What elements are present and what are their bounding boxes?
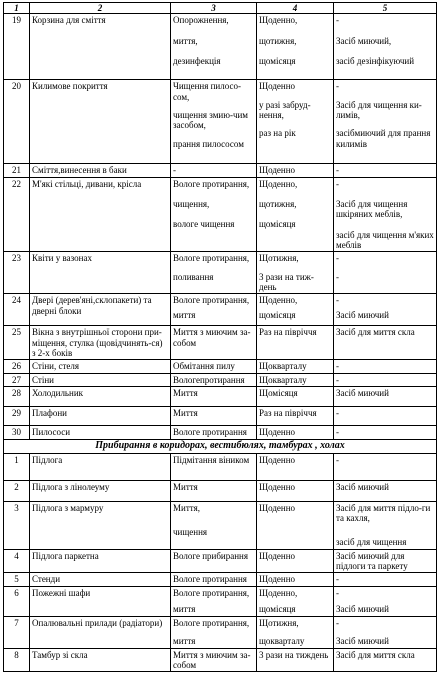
agent-line: Засіб для чищення ки-лимів, xyxy=(336,99,422,121)
procedure xyxy=(171,549,257,573)
agent xyxy=(334,453,437,480)
row-number: 22 xyxy=(4,177,30,252)
procedure-line: дезинфекція xyxy=(173,56,221,67)
agent-line: - xyxy=(336,253,339,264)
header-row xyxy=(4,3,437,14)
table-row xyxy=(4,586,437,616)
procedure xyxy=(171,453,257,480)
procedure xyxy=(171,573,257,586)
agent-line: Засіб для миття скла xyxy=(336,327,415,338)
header-col-3: 3 xyxy=(171,3,257,14)
frequency xyxy=(257,80,334,164)
frequency xyxy=(257,387,334,407)
agent-line: Засіб миючий xyxy=(336,635,389,646)
frequency-line: Щомісяця xyxy=(259,388,298,399)
agent-line: - xyxy=(336,271,339,282)
frequency-line: щокварталу xyxy=(259,635,305,646)
agent xyxy=(334,360,437,373)
frequency-line: Щоденно, xyxy=(259,295,298,306)
frequency-line: щомісяця xyxy=(259,219,296,230)
agent-line: Засіб миючий xyxy=(336,388,389,399)
frequency xyxy=(257,648,334,672)
table-row xyxy=(4,453,437,480)
procedure-line: Вологе протирання, xyxy=(173,587,250,598)
frequency xyxy=(257,573,334,586)
row-number: 27 xyxy=(4,373,30,386)
cleaning-schedule-table xyxy=(3,2,437,672)
item-name: Плафони xyxy=(30,407,171,426)
agent xyxy=(334,326,437,360)
procedure-line: Обмітання пилу xyxy=(173,361,235,372)
procedure xyxy=(171,294,257,326)
agent-line: - xyxy=(336,454,339,465)
procedure xyxy=(171,373,257,386)
agent xyxy=(334,252,437,294)
header-col-4: 4 xyxy=(257,3,334,14)
row-number: 25 xyxy=(4,326,30,360)
row-number: 1 xyxy=(4,453,30,480)
table-row xyxy=(4,373,437,386)
agent-line: засіб дезінфікуючий xyxy=(336,56,415,67)
frequency xyxy=(257,453,334,480)
procedure-line: Вологе протирання, xyxy=(173,253,250,264)
item-name: Двері (дерев'яні,склопакети) та дверні блоки xyxy=(30,294,171,326)
procedure xyxy=(171,360,257,373)
frequency xyxy=(257,426,334,439)
procedure xyxy=(171,177,257,252)
frequency-line: Щокварталу xyxy=(259,361,307,372)
procedure-line: Миття xyxy=(173,481,198,492)
agent xyxy=(334,426,437,439)
row-number: 24 xyxy=(4,294,30,326)
frequency xyxy=(257,373,334,386)
table-row xyxy=(4,164,437,177)
agent-line: - xyxy=(336,295,339,306)
procedure-line: миття xyxy=(173,603,196,614)
table-row xyxy=(4,14,437,80)
frequency-line: щотижня, xyxy=(259,199,297,210)
row-number: 2 xyxy=(4,480,30,501)
item-name: Корзина для сміття xyxy=(30,14,171,80)
procedure-line: Вологе протирання, xyxy=(173,178,250,189)
row-number: 3 xyxy=(4,501,30,549)
frequency xyxy=(257,252,334,294)
agent-line: - xyxy=(336,574,339,585)
frequency-line: 3 рази на тиждень xyxy=(259,649,329,660)
procedure-line: чищення xyxy=(173,526,208,537)
frequency-line: Щоденно xyxy=(259,81,296,92)
section-title: Прибирання в коридорах, вестибюлях, тамбурах , холах xyxy=(4,439,437,453)
frequency xyxy=(257,294,334,326)
agent xyxy=(334,294,437,326)
frequency-line: Щоденно xyxy=(259,454,296,465)
item-name: Холодильник xyxy=(30,387,171,407)
procedure xyxy=(171,480,257,501)
agent-line: Засіб миючий, xyxy=(336,35,392,46)
procedure-line: Миття xyxy=(173,408,198,419)
table-row xyxy=(4,407,437,426)
procedure-line: Миття з миючим за-собом xyxy=(173,649,251,670)
item-name: Сміття,винесення в баки xyxy=(30,164,171,177)
table-row xyxy=(4,294,437,326)
agent xyxy=(334,164,437,177)
table-row xyxy=(4,549,437,573)
row-number: 5 xyxy=(4,573,30,586)
frequency-line: Раз на півріччя xyxy=(259,327,317,338)
procedure xyxy=(171,616,257,648)
agent-line: - xyxy=(336,587,339,598)
table-row xyxy=(4,426,437,439)
table-row xyxy=(4,360,437,373)
procedure xyxy=(171,426,257,439)
procedure-line: Підмітання віником xyxy=(173,454,250,465)
procedure xyxy=(171,14,257,80)
frequency xyxy=(257,480,334,501)
agent xyxy=(334,80,437,164)
agent-line: Засіб для миття скла xyxy=(336,649,415,660)
frequency-line: Щоденно, xyxy=(259,15,298,26)
section-row xyxy=(4,439,437,453)
agent xyxy=(334,573,437,586)
row-number: 29 xyxy=(4,407,30,426)
agent-line: - xyxy=(336,374,339,385)
frequency xyxy=(257,501,334,549)
table-row xyxy=(4,387,437,407)
table-row xyxy=(4,480,437,501)
frequency-line: щомісяця xyxy=(259,56,296,67)
row-number: 8 xyxy=(4,648,30,672)
item-name: Пилососи xyxy=(30,426,171,439)
agent xyxy=(334,480,437,501)
agent-line: Засіб миючий xyxy=(336,309,389,320)
frequency-line: 3 рази на тиж-день xyxy=(259,271,314,293)
procedure-line: Миття xyxy=(173,388,198,399)
item-name: Підлога з мармуру xyxy=(30,501,171,549)
row-number: 7 xyxy=(4,616,30,648)
table-row xyxy=(4,648,437,672)
agent xyxy=(334,387,437,407)
frequency xyxy=(257,164,334,177)
procedure xyxy=(171,387,257,407)
agent-line: засібмиючий для прання килимів xyxy=(336,128,431,149)
agent xyxy=(334,407,437,426)
frequency-line: Щоденно xyxy=(259,550,296,561)
agent-line: Засіб миючий xyxy=(336,481,389,492)
procedure xyxy=(171,586,257,616)
procedure-line: прання пилососом xyxy=(173,138,244,149)
item-name: М'які стільці, дивани, крісла xyxy=(30,177,171,252)
frequency-line: щомісяця xyxy=(259,603,296,614)
procedure-line: Вологе протирання, xyxy=(173,295,250,306)
item-name: Підлога xyxy=(30,453,171,480)
row-number: 6 xyxy=(4,586,30,616)
table-row xyxy=(4,80,437,164)
agent xyxy=(334,501,437,549)
frequency xyxy=(257,586,334,616)
item-name: Пожежні шафи xyxy=(30,586,171,616)
procedure-line: миття xyxy=(173,635,196,646)
table-row xyxy=(4,616,437,648)
frequency-line: Щоденно xyxy=(259,427,296,438)
item-name: Квіти у вазонах xyxy=(30,252,171,294)
procedure-line: миття xyxy=(173,309,196,320)
procedure-line: Вологепротирання xyxy=(173,374,245,385)
agent-line: Засіб для чищення шкіряних меблів, xyxy=(336,199,408,220)
agent-line: - xyxy=(336,165,339,176)
frequency-line: Щоденно xyxy=(259,502,296,513)
procedure-line: поливання xyxy=(173,271,214,282)
procedure-line: Чищення пилосо-сом, xyxy=(173,81,241,102)
agent xyxy=(334,373,437,386)
frequency-line: щотижня, xyxy=(259,35,297,46)
item-name: Вікна з внутрішньої сторони при-міщення, стулка (щовідчинять-ся) з 2-х боків xyxy=(30,326,171,360)
item-name: Стенди xyxy=(30,573,171,586)
item-name: Опалювальні прилади (радіатори) xyxy=(30,616,171,648)
procedure-line: Вологе протирання xyxy=(173,574,247,585)
agent xyxy=(334,549,437,573)
table-row xyxy=(4,501,437,549)
procedure-line: чищення змию-чим засобом, xyxy=(173,110,248,131)
table-row xyxy=(4,573,437,586)
agent-line: засіб для чищення м'яких меблів xyxy=(336,229,434,251)
frequency-line: у разі забруд-нення, xyxy=(259,99,311,121)
frequency-line: Щоденно xyxy=(259,165,296,176)
procedure-line: вологе чищення xyxy=(173,219,235,230)
header-col-1: 1 xyxy=(4,3,30,14)
procedure xyxy=(171,407,257,426)
procedure-line: Миття з миючим за-собом xyxy=(173,327,251,348)
frequency xyxy=(257,549,334,573)
agent-line: - xyxy=(336,81,339,92)
row-number: 19 xyxy=(4,14,30,80)
agent xyxy=(334,177,437,252)
procedure xyxy=(171,252,257,294)
frequency xyxy=(257,177,334,252)
frequency-line: раз на рік xyxy=(259,128,296,139)
frequency xyxy=(257,407,334,426)
agent-line: засіб для чищення xyxy=(336,537,407,548)
item-name: Стіни, стеля xyxy=(30,360,171,373)
agent-line: - xyxy=(336,361,339,372)
procedure-line: миття, xyxy=(173,35,198,46)
table-row xyxy=(4,177,437,252)
table-row xyxy=(4,326,437,360)
frequency-line: Щотижня, xyxy=(259,617,299,628)
table-row xyxy=(4,252,437,294)
agent xyxy=(334,14,437,80)
agent-line: - xyxy=(336,15,339,26)
agent-line: Засіб миючий для підлоги та паркету xyxy=(336,550,408,571)
agent xyxy=(334,648,437,672)
procedure xyxy=(171,164,257,177)
frequency-line: Щоденно xyxy=(259,481,296,492)
procedure-line: Вологе протирання, xyxy=(173,617,250,628)
frequency-line: Раз на півріччя xyxy=(259,408,317,419)
procedure xyxy=(171,501,257,549)
row-number: 21 xyxy=(4,164,30,177)
procedure xyxy=(171,648,257,672)
row-number: 30 xyxy=(4,426,30,439)
row-number: 26 xyxy=(4,360,30,373)
agent xyxy=(334,586,437,616)
frequency xyxy=(257,326,334,360)
agent-line: - xyxy=(336,178,339,189)
agent-line: - xyxy=(336,617,339,628)
frequency-line: Щокварталу xyxy=(259,374,307,385)
frequency-line: Щотижня, xyxy=(259,253,299,264)
row-number: 28 xyxy=(4,387,30,407)
agent xyxy=(334,616,437,648)
frequency xyxy=(257,616,334,648)
agent-line: Засіб для миття підло-ги та кахля, xyxy=(336,502,431,523)
frequency-line: Щоденно, xyxy=(259,587,298,598)
procedure-line: чищення, xyxy=(173,199,210,210)
procedure xyxy=(171,80,257,164)
frequency-line: щомісяця xyxy=(259,309,296,320)
item-name: Тамбур зі скла xyxy=(30,648,171,672)
row-number: 20 xyxy=(4,80,30,164)
item-name: Стіни xyxy=(30,373,171,386)
agent-line: - xyxy=(336,427,339,438)
procedure-line: Миття, xyxy=(173,502,200,513)
item-name: Килимове покриття xyxy=(30,80,171,164)
agent-line: Засіб миючий xyxy=(336,603,389,614)
frequency-line: Щоденно xyxy=(259,574,296,585)
frequency xyxy=(257,360,334,373)
procedure-line: Вологе прибирання xyxy=(173,550,248,561)
procedure-line: Опорожнення, xyxy=(173,15,229,26)
item-name: Підлога з лінолеуму xyxy=(30,480,171,501)
procedure-line: - xyxy=(173,165,176,176)
row-number: 4 xyxy=(4,549,30,573)
frequency xyxy=(257,14,334,80)
frequency-line: Щоденно, xyxy=(259,178,298,189)
procedure xyxy=(171,326,257,360)
item-name: Підлога паркетна xyxy=(30,549,171,573)
row-number: 23 xyxy=(4,252,30,294)
header-col-2: 2 xyxy=(30,3,171,14)
procedure-line: Вологе протирання xyxy=(173,427,247,438)
header-col-5: 5 xyxy=(334,3,437,14)
agent-line: - xyxy=(336,408,339,419)
